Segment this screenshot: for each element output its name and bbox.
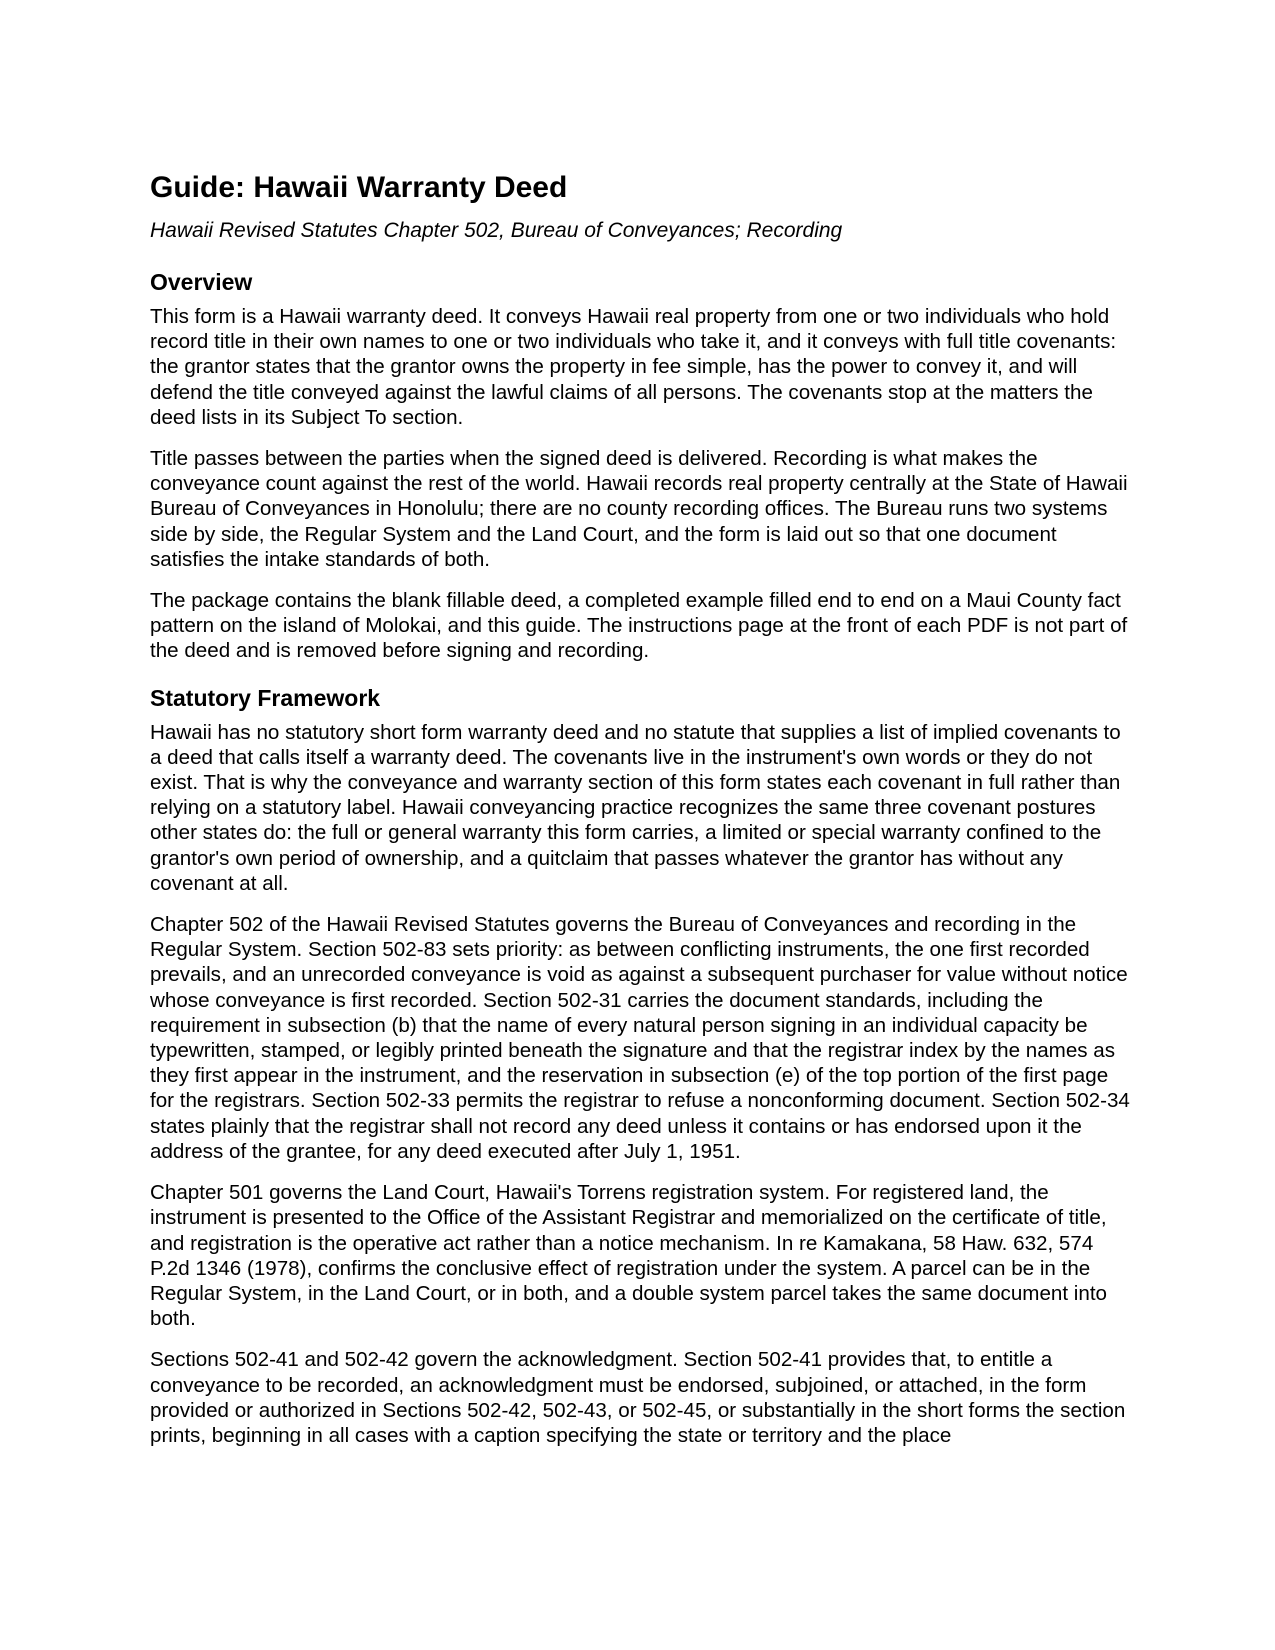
paragraph: Chapter 501 governs the Land Court, Hawaii's Torrens registration system. For registered land, the instrument is presented to the Office of the Assistant Registrar and memorialized on the certificate of title, and registration is the operative act rather than a notice mechanism. In re Kamakana, 58 Haw. 632, 574 P.2d 1346 (1978), confirms the conclusive effect of registration under the system. A parcel can be in the Regular System, in the Land Court, or in both, and a double system parcel takes the same document into both. xyxy=(150,1181,1107,1331)
section-statutory-framework xyxy=(150,684,1130,1448)
paragraph: Hawaii has no statutory short form warranty deed and no statute that supplies a list of implied covenants to a deed that calls itself a warranty deed. The covenants live in the instrument's own words or they do not exist. That is why the conveyance and warranty section of this form states each covenant in full rather than relying on a statutory label. Hawaii conveyancing practice recognizes the same three covenant postures other states do: the full or general warranty this form carries, a limited or special warranty confined to the grantor's own period of ownership, and a quitclaim that passes whatever the grantor has without any covenant at all. xyxy=(150,720,1121,895)
document-subtitle: Hawaii Revised Statutes Chapter 502, Bureau of Conveyances; Recording xyxy=(150,219,843,242)
section-heading-statutory-framework: Statutory Framework xyxy=(150,684,381,711)
paragraph: Title passes between the parties when the signed deed is delivered. Recording is what makes the conveyance count against the rest of the world. Hawaii records real property centrally at the State of Hawaii Bureau of Conveyances in Honolulu; there are no county recording offices. The Bureau runs two systems side by side, the Regular System and the Land Court, and the form is laid out so that one document satisfies the intake standards of both. xyxy=(150,447,1128,571)
paragraph: Chapter 502 of the Hawaii Revised Statutes governs the Bureau of Conveyances and recording in the Regular System. Section 502-83 sets priority: as between conflicting instruments, the one first recorded prevails, and an unrecorded conveyance is void as against a subsequent purchaser for value without notice whose conveyance is first recorded. Section 502-31 carries the document standards, including the requirement in subsection (b) that the name of every natural person signing in an individual capacity be typewritten, stamped, or legibly printed beneath the signature and that the registrar index by the names as they first appear in the instrument, and the reservation in subsection (e) of the top portion of the first page for the registrars. Section 502-33 permits the registrar to refuse a nonconforming document. Section 502-34 states plainly that the registrar shall not record any deed unless it contains or has endorsed upon it the address of the grantee, for any deed executed after July 1, 1951. xyxy=(150,913,1130,1163)
section-overview xyxy=(150,268,1130,664)
paragraph: The package contains the blank fillable deed, a completed example filled end to end on a Maui County fact pattern on the island of Molokai, and this guide. The instructions page at the front of each PDF is not part of the deed and is removed before signing and recording. xyxy=(150,589,1128,663)
paragraph: This form is a Hawaii warranty deed. It conveys Hawaii real property from one or two individuals who hold record title in their own names to one or two individuals who take it, and it conveys with full title covenants: the grantor states that the grantor owns the property in fee simple, has the power to convey it, and will defend the title conveyed against the lawful claims of all persons. The covenants stop at the matters the deed lists in its Subject To section. xyxy=(150,305,1117,429)
section-heading-overview: Overview xyxy=(150,269,253,295)
document-title: Guide: Hawaii Warranty Deed xyxy=(150,171,568,204)
document-page xyxy=(150,170,1130,1464)
paragraph: Sections 502-41 and 502-42 govern the acknowledgment. Section 502-41 provides that, to entitle a conveyance to be recorded, an acknowledgment must be endorsed, subjoined, or attached, in the form provided or authorized in Sections 502-42, 502-43, or 502-45, or substantially in the short forms the section prints, beginning in all cases with a caption specifying the state or territory and the place xyxy=(150,1348,1126,1447)
